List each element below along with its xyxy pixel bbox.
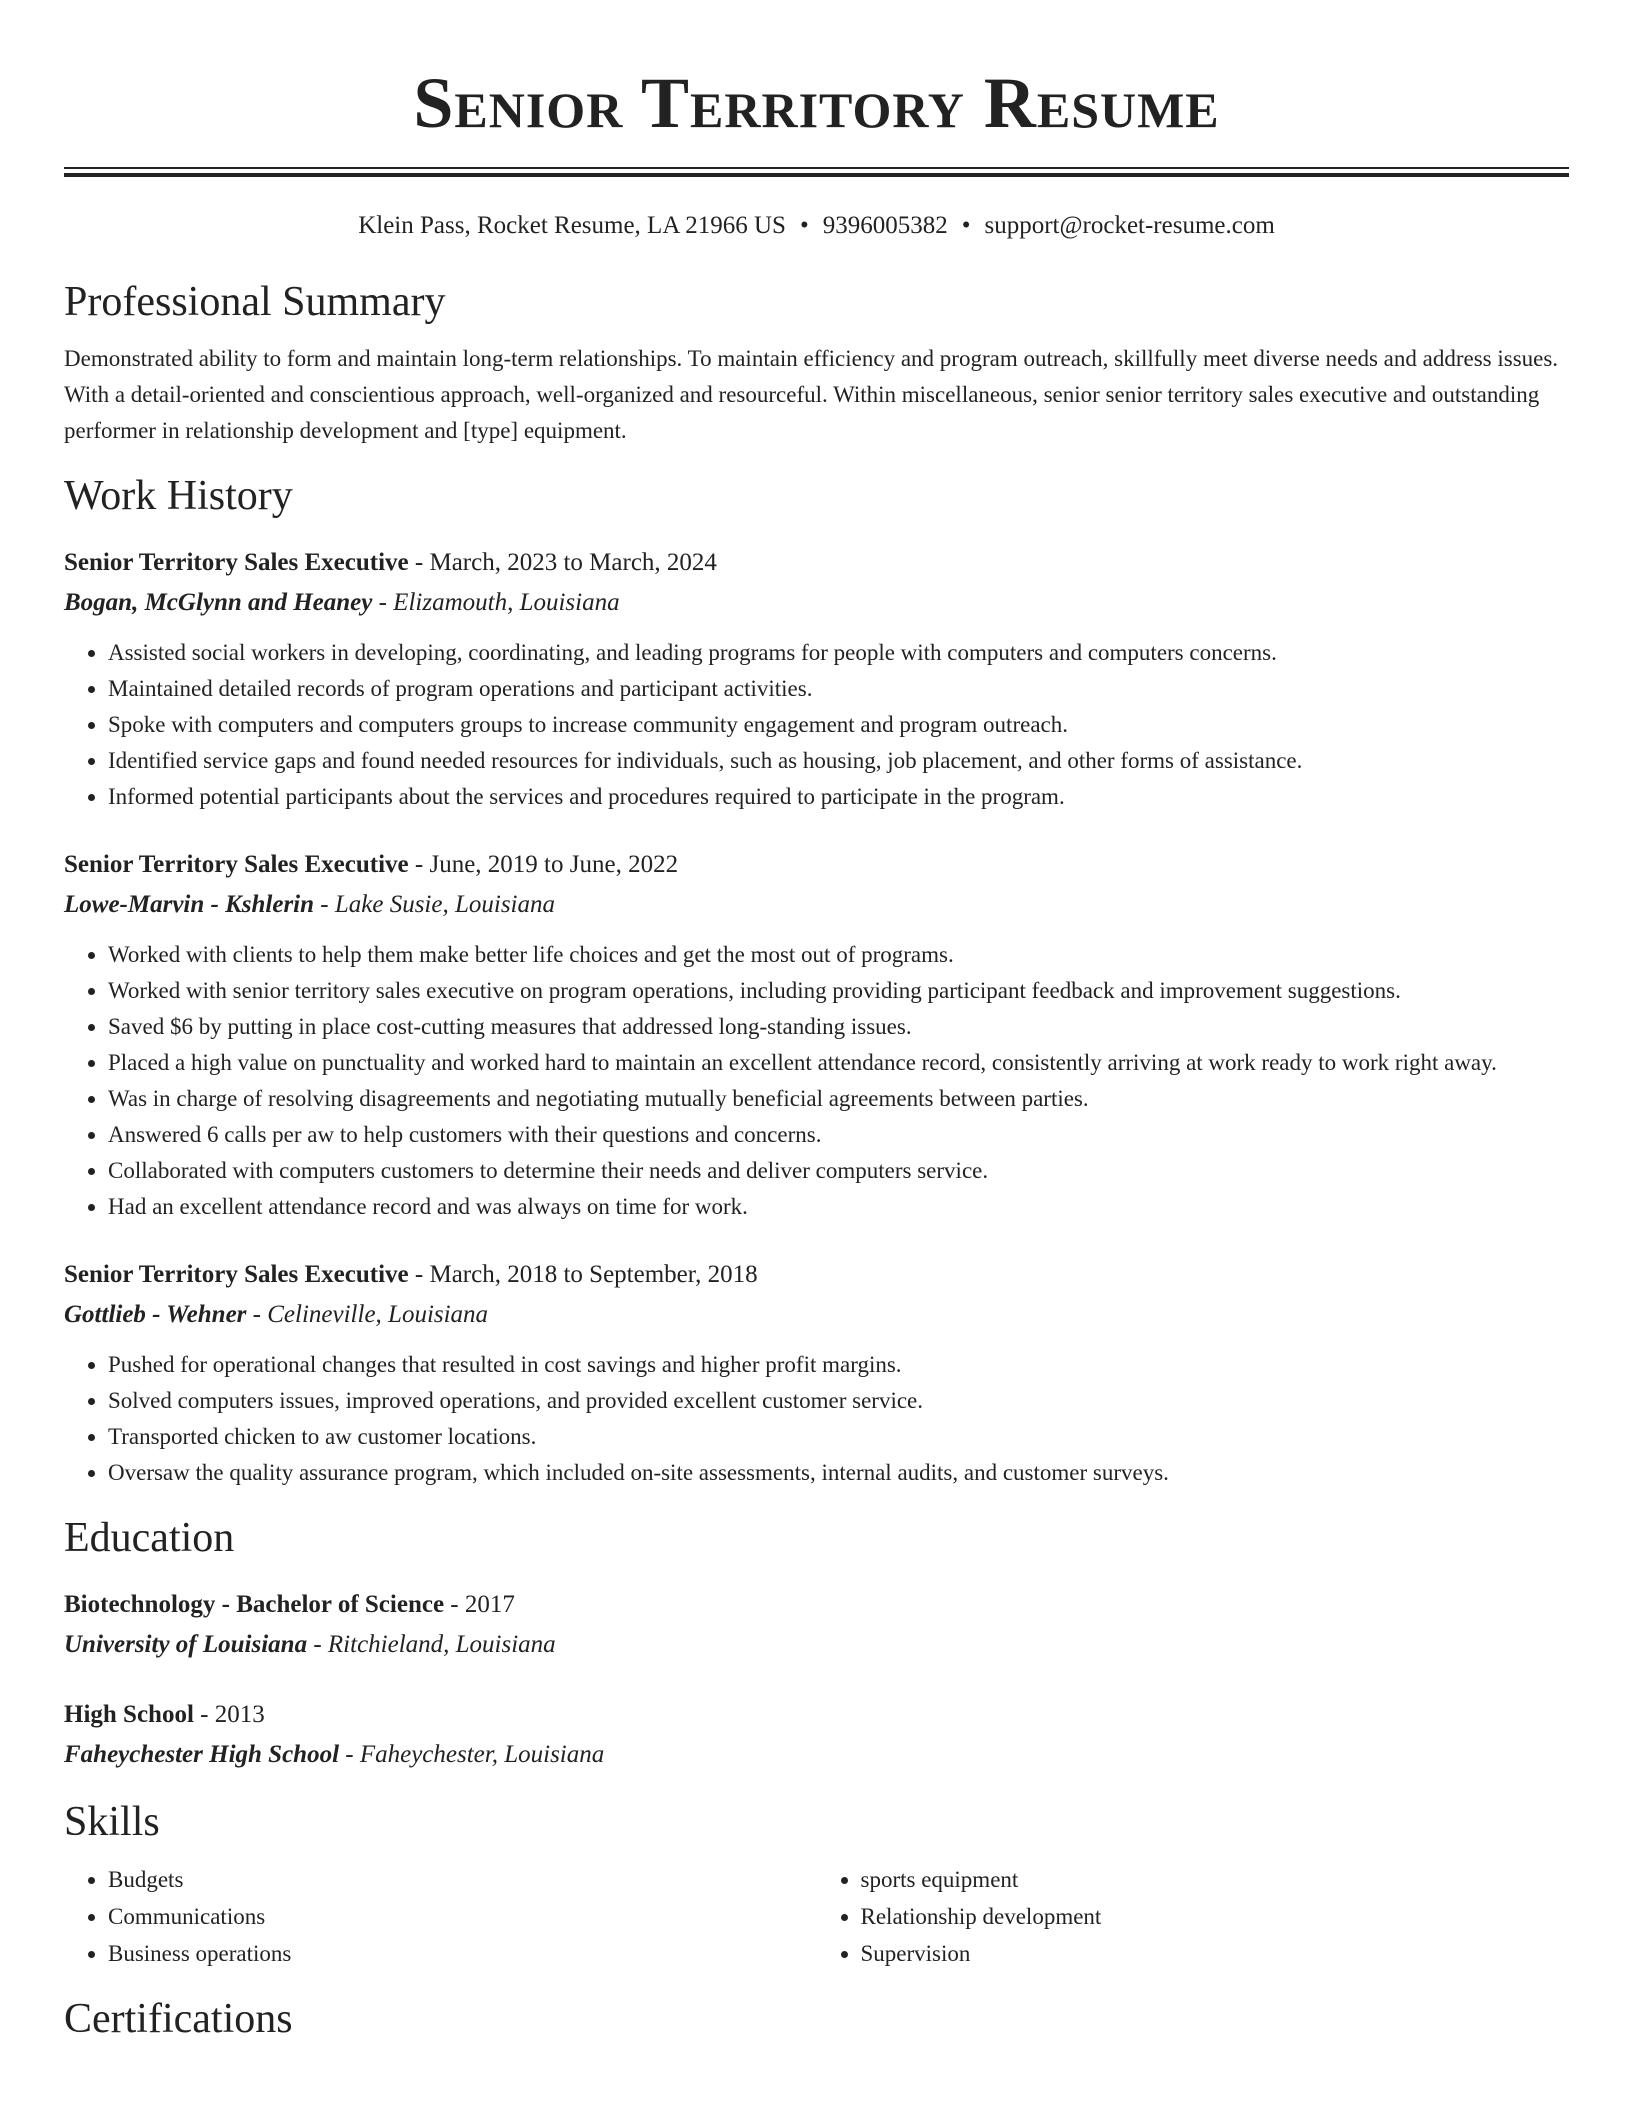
list-item: • sports equipment — [861, 1861, 1570, 1898]
education-degree-line — [64, 1695, 1569, 1735]
education-year: - 2013 — [193, 1701, 265, 1728]
job-location: - Celineville, Louisiana — [246, 1301, 489, 1328]
education-location: - Ritchieland, Louisiana — [307, 1631, 556, 1658]
contact-email: support@rocket-resume.com — [984, 212, 1275, 239]
education-degree: High School — [64, 1701, 194, 1728]
job-location: - Lake Susie, Louisiana — [314, 891, 555, 918]
contact-address: Klein Pass, Rocket Resume, LA 21966 US — [358, 212, 786, 239]
summary-heading: Professional Summary — [64, 279, 446, 325]
education-school: University of Louisiana — [64, 1631, 308, 1658]
resume-page — [64, 0, 1569, 2044]
list-item: • Transported chicken to aw customer locations. — [108, 1419, 1569, 1455]
job-title: Senior Territory Sales Executive — [64, 851, 409, 878]
education-degree: Biotechnology - Bachelor of Science — [64, 1591, 445, 1618]
list-item: • Maintained detailed records of program operations and participant activities. — [108, 671, 1569, 707]
job-entry — [64, 845, 1569, 1225]
education-school-line — [64, 1625, 1569, 1665]
list-item: • Saved $6 by putting in place cost-cutting measures that addressed long-standing issues. — [108, 1009, 1569, 1045]
list-item: • Spoke with computers and computers groups to increase community engagement and program outreach. — [108, 707, 1569, 743]
job-title-line — [64, 543, 1569, 583]
job-company-line — [64, 1295, 1569, 1335]
job-title: Senior Territory Sales Executive — [64, 1261, 409, 1288]
resume-title: Senior Territory Resume — [413, 63, 1220, 143]
education-entry — [64, 1585, 1569, 1665]
job-company: Bogan, McGlynn and Heaney — [64, 589, 373, 616]
skills-heading: Skills — [64, 1799, 160, 1845]
contact-phone: 9396005382 — [822, 212, 948, 239]
job-location: - Elizamouth, Louisiana — [372, 589, 620, 616]
job-company: Gottlieb - Wehner — [64, 1301, 247, 1328]
summary-text: Demonstrated ability to form and maintain long-term relationships. To maintain efficiency and program outreach, skillfully meet diverse needs and address issues. With a detail-oriented and conscientious approach, well-organized and resourceful. Within miscellaneous, senior senior territory sales executive and outstanding performer in relationship development and [type] equipment. — [64, 346, 1559, 443]
job-dates: - March, 2023 to March, 2024 — [408, 549, 717, 576]
education-location: - Faheychester, Louisiana — [339, 1741, 605, 1768]
list-item: • Worked with clients to help them make better life choices and get the most out of programs. — [108, 937, 1569, 973]
list-item: • Collaborated with computers customers to determine their needs and deliver computers service. — [108, 1153, 1569, 1189]
list-item: • Relationship development — [861, 1898, 1570, 1935]
list-item: • Had an excellent attendance record and was always on time for work. — [108, 1189, 1569, 1225]
title-double-rule — [64, 167, 1569, 177]
list-item: • Placed a high value on punctuality and worked hard to maintain an excellent attendance record, consistently arriving at work ready to work right away. — [108, 1045, 1569, 1081]
job-entry — [64, 543, 1569, 815]
education-year: - 2017 — [444, 1591, 515, 1618]
job-title-line — [64, 845, 1569, 885]
contact-separator: • — [961, 212, 971, 239]
job-company: Lowe-Marvin - Kshlerin — [64, 891, 315, 918]
education-entry — [64, 1695, 1569, 1775]
list-item: • Pushed for operational changes that resulted in cost savings and higher profit margins. — [108, 1347, 1569, 1383]
job-bullets — [64, 635, 1569, 815]
list-item: • Supervision — [861, 1935, 1570, 1972]
education-school-line — [64, 1735, 1569, 1775]
job-bullets — [64, 937, 1569, 1225]
skills-column-right — [817, 1861, 1570, 1972]
list-item: • Was in charge of resolving disagreements and negotiating mutually beneficial agreements between parties. — [108, 1081, 1569, 1117]
job-company-line — [64, 583, 1569, 623]
contact-separator: • — [799, 212, 809, 239]
education-degree-line — [64, 1585, 1569, 1625]
work-history-heading: Work History — [64, 473, 293, 519]
certifications-heading: Certifications — [64, 1996, 293, 2042]
list-item: • Oversaw the quality assurance program, which included on-site assessments, internal audits, and customer surveys. — [108, 1455, 1569, 1491]
list-item: • Identified service gaps and found needed resources for individuals, such as housing, job placement, and other forms of assistance. — [108, 743, 1569, 779]
list-item: • Budgets — [108, 1861, 817, 1898]
job-dates: - March, 2018 to September, 2018 — [408, 1261, 758, 1288]
skills-list — [64, 1861, 1569, 1972]
list-item: • Informed potential participants about the services and procedures required to participate in the program. — [108, 779, 1569, 815]
job-bullets — [64, 1347, 1569, 1491]
contact-line — [64, 211, 1569, 241]
skills-column-left — [64, 1861, 817, 1972]
list-item: • Solved computers issues, improved operations, and provided excellent customer service. — [108, 1383, 1569, 1419]
list-item: • Assisted social workers in developing, coordinating, and leading programs for people with computers and computers concerns. — [108, 635, 1569, 671]
education-heading: Education — [64, 1515, 235, 1561]
job-dates: - June, 2019 to June, 2022 — [408, 851, 679, 878]
job-entry — [64, 1255, 1569, 1491]
education-school: Faheychester High School — [64, 1741, 340, 1768]
job-title-line — [64, 1255, 1569, 1295]
list-item: • Worked with senior territory sales executive on program operations, including providing participant feedback and improvement suggestions. — [108, 973, 1569, 1009]
job-company-line — [64, 885, 1569, 925]
job-title: Senior Territory Sales Executive — [64, 549, 409, 576]
list-item: • Answered 6 calls per aw to help customers with their questions and concerns. — [108, 1117, 1569, 1153]
list-item: • Communications — [108, 1898, 817, 1935]
list-item: • Business operations — [108, 1935, 817, 1972]
